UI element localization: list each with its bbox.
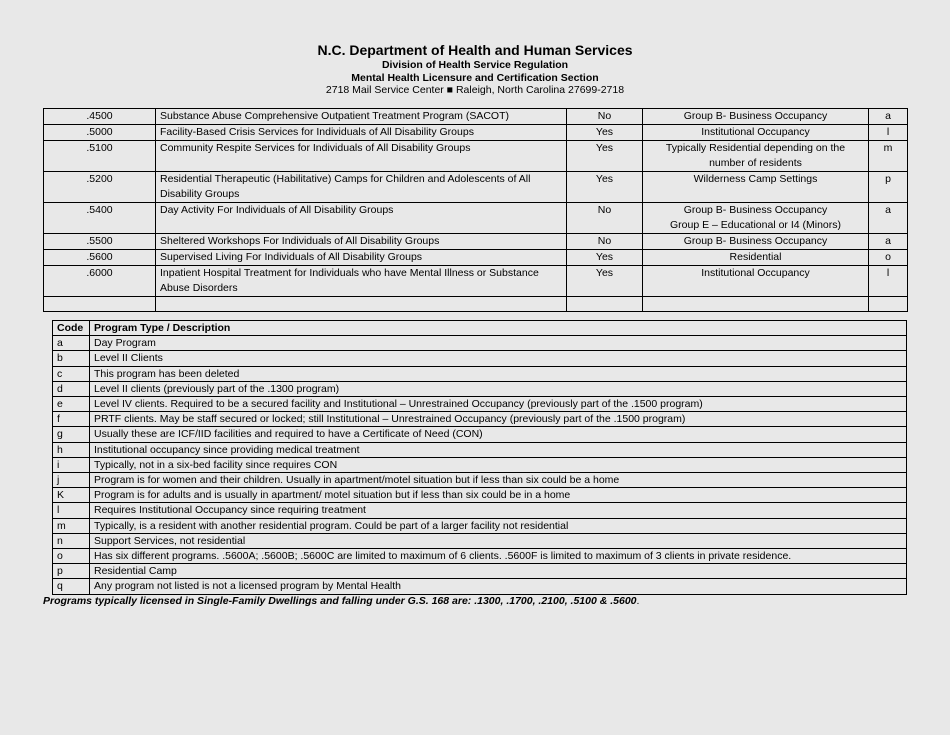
legend-code-cell: h	[53, 442, 90, 457]
occupancy-text: Wilderness Camp Settings	[693, 173, 818, 185]
legend-description-cell: Day Program	[90, 336, 907, 351]
table-row	[44, 109, 908, 125]
table-row	[44, 250, 908, 266]
single-family-cell: Yes	[567, 125, 643, 141]
occupancy-cell	[643, 250, 869, 266]
code-table-header-row	[53, 321, 907, 336]
legend-row	[53, 564, 907, 579]
code-legend-table	[52, 320, 907, 595]
program-code-cell: .5400	[44, 203, 156, 234]
footnote-text: Programs typically licensed in Single-Family Dwellings and falling under G.S. 168 are: .1300, .1700, .2100, .5100 & .5600	[43, 595, 637, 607]
code-letter-cell: a	[869, 203, 908, 234]
legend-description-cell: This program has been deleted	[90, 366, 907, 381]
legend-code-cell: q	[53, 579, 90, 594]
legend-code-cell: b	[53, 351, 90, 366]
legend-description-cell: Requires Institutional Occupancy since requiring treatment	[90, 503, 907, 518]
legend-description-cell: Level IV clients. Required to be a secured facility and Institutional – Unrestrained Occupancy (previously part of the .1500 program)	[90, 397, 907, 412]
occupancy-cell	[643, 203, 869, 234]
occupancy-text: Typically Residential depending on the number of residents	[665, 142, 846, 169]
program-description-cell: Sheltered Workshops For Individuals of All Disability Groups	[156, 234, 567, 250]
empty-row	[44, 297, 908, 312]
table-row	[44, 266, 908, 297]
legend-code-cell: m	[53, 518, 90, 533]
legend-row	[53, 381, 907, 396]
occupancy-text: Group B- Business Occupancy	[683, 235, 828, 247]
single-family-cell: Yes	[567, 250, 643, 266]
legend-description-cell: Residential Camp	[90, 564, 907, 579]
legend-code-cell: d	[53, 381, 90, 396]
legend-row	[53, 533, 907, 548]
table-row	[44, 203, 908, 234]
legend-description-cell: Any program not listed is not a licensed program by Mental Health	[90, 579, 907, 594]
program-code-cell: .6000	[44, 266, 156, 297]
program-description-cell: Substance Abuse Comprehensive Outpatient Treatment Program (SACOT)	[156, 109, 567, 125]
program-code-cell: .4500	[44, 109, 156, 125]
code-letter-cell: l	[869, 125, 908, 141]
legend-description-cell: Institutional occupancy since providing medical treatment	[90, 442, 907, 457]
occupancy-text: Residential	[729, 251, 782, 263]
table-row	[44, 234, 908, 250]
program-table	[43, 108, 908, 312]
code-column-header: Code	[53, 321, 90, 336]
occupancy-cell	[643, 234, 869, 250]
code-letter-cell: a	[869, 234, 908, 250]
occupancy-text: Institutional Occupancy	[701, 267, 810, 279]
table-row	[44, 125, 908, 141]
table-row	[44, 172, 908, 203]
legend-description-cell: Support Services, not residential	[90, 533, 907, 548]
legend-code-cell: n	[53, 533, 90, 548]
legend-row	[53, 412, 907, 427]
program-description-cell: Day Activity For Individuals of All Disability Groups	[156, 203, 567, 234]
legend-row	[53, 351, 907, 366]
single-family-cell: Yes	[567, 266, 643, 297]
legend-row	[53, 518, 907, 533]
single-family-cell: No	[567, 234, 643, 250]
single-family-cell: Yes	[567, 172, 643, 203]
single-family-cell: No	[567, 109, 643, 125]
program-code-cell: .5600	[44, 250, 156, 266]
legend-code-cell: f	[53, 412, 90, 427]
legend-code-cell: e	[53, 397, 90, 412]
occupancy-cell	[643, 109, 869, 125]
legend-row	[53, 397, 907, 412]
legend-row	[53, 366, 907, 381]
legend-row	[53, 503, 907, 518]
footnote	[43, 595, 639, 607]
occupancy-text: Group B- Business Occupancy	[683, 110, 828, 122]
legend-code-cell: j	[53, 473, 90, 488]
legend-description-cell: Program is for adults and is usually in apartment/ motel situation but if less than six could be in a home	[90, 488, 907, 503]
program-description-cell: Community Respite Services for Individuals of All Disability Groups	[156, 141, 567, 172]
occupancy-cell	[643, 141, 869, 172]
legend-code-cell: a	[53, 336, 90, 351]
program-description-cell: Residential Therapeutic (Habilitative) Camps for Children and Adolescents of All Disability Groups	[156, 172, 567, 203]
legend-row	[53, 427, 907, 442]
occupancy-text: Institutional Occupancy	[701, 126, 810, 138]
legend-row	[53, 488, 907, 503]
legend-code-cell: p	[53, 564, 90, 579]
legend-description-cell: Level II clients (previously part of the .1300 program)	[90, 381, 907, 396]
occupancy-text: Group B- Business Occupancy	[683, 204, 828, 216]
table-row	[44, 141, 908, 172]
empty-cell	[44, 297, 156, 312]
code-letter-cell: p	[869, 172, 908, 203]
program-description-cell: Supervised Living For Individuals of All Disability Groups	[156, 250, 567, 266]
legend-code-cell: g	[53, 427, 90, 442]
legend-code-cell: i	[53, 457, 90, 472]
program-code-cell: .5200	[44, 172, 156, 203]
occupancy-text-secondary: Group E – Educational or I4 (Minors)	[670, 219, 841, 231]
page-title: N.C. Department of Health and Human Services	[317, 42, 633, 58]
legend-code-cell: c	[53, 366, 90, 381]
program-description-cell: Inpatient Hospital Treatment for Individuals who have Mental Illness or Substance Abuse Disorders	[156, 266, 567, 297]
code-letter-cell: l	[869, 266, 908, 297]
legend-row	[53, 336, 907, 351]
program-description-cell: Facility-Based Crisis Services for Individuals of All Disability Groups	[156, 125, 567, 141]
legend-code-cell: l	[53, 503, 90, 518]
occupancy-cell	[643, 172, 869, 203]
page-header	[0, 42, 950, 97]
occupancy-cell	[643, 125, 869, 141]
legend-code-cell: K	[53, 488, 90, 503]
code-letter-cell: m	[869, 141, 908, 172]
address-line: 2718 Mail Service Center ■ Raleigh, North Carolina 27699-2718	[325, 84, 625, 96]
code-letter-cell: o	[869, 250, 908, 266]
occupancy-cell	[643, 266, 869, 297]
single-family-cell: Yes	[567, 141, 643, 172]
single-family-cell: No	[567, 203, 643, 234]
empty-cell	[567, 297, 643, 312]
legend-description-cell: PRTF clients. May be staff secured or locked; still Institutional – Unrestrained Occupancy (previously part of the .1500 program)	[90, 412, 907, 427]
legend-description-cell: Has six different programs. .5600A; .5600B; .5600C are limited to maximum of 6 clients. .5600F is limited to maximum of 3 clients in private residence.	[90, 549, 907, 564]
legend-row	[53, 442, 907, 457]
footnote-period: .	[636, 595, 640, 607]
legend-description-cell: Typically, is a resident with another residential program. Could be part of a larger facility not residential	[90, 518, 907, 533]
program-code-cell: .5500	[44, 234, 156, 250]
legend-description-cell: Level II Clients	[90, 351, 907, 366]
division-name: Division of Health Service Regulation	[381, 59, 569, 71]
legend-code-cell: o	[53, 549, 90, 564]
description-column-header: Program Type / Description	[90, 321, 907, 336]
legend-row	[53, 549, 907, 564]
legend-description-cell: Typically, not in a six-bed facility since requires CON	[90, 457, 907, 472]
section-name: Mental Health Licensure and Certification Section	[351, 71, 599, 84]
empty-cell	[869, 297, 908, 312]
legend-description-cell: Usually these are ICF/IID facilities and required to have a Certificate of Need (CON)	[90, 427, 907, 442]
program-code-cell: .5100	[44, 141, 156, 172]
program-code-cell: .5000	[44, 125, 156, 141]
empty-cell	[156, 297, 567, 312]
legend-description-cell: Program is for women and their children. Usually in apartment/motel situation but if less than six could be a home	[90, 473, 907, 488]
legend-row	[53, 457, 907, 472]
legend-row	[53, 473, 907, 488]
legend-row	[53, 579, 907, 594]
code-letter-cell: a	[869, 109, 908, 125]
empty-cell	[643, 297, 869, 312]
